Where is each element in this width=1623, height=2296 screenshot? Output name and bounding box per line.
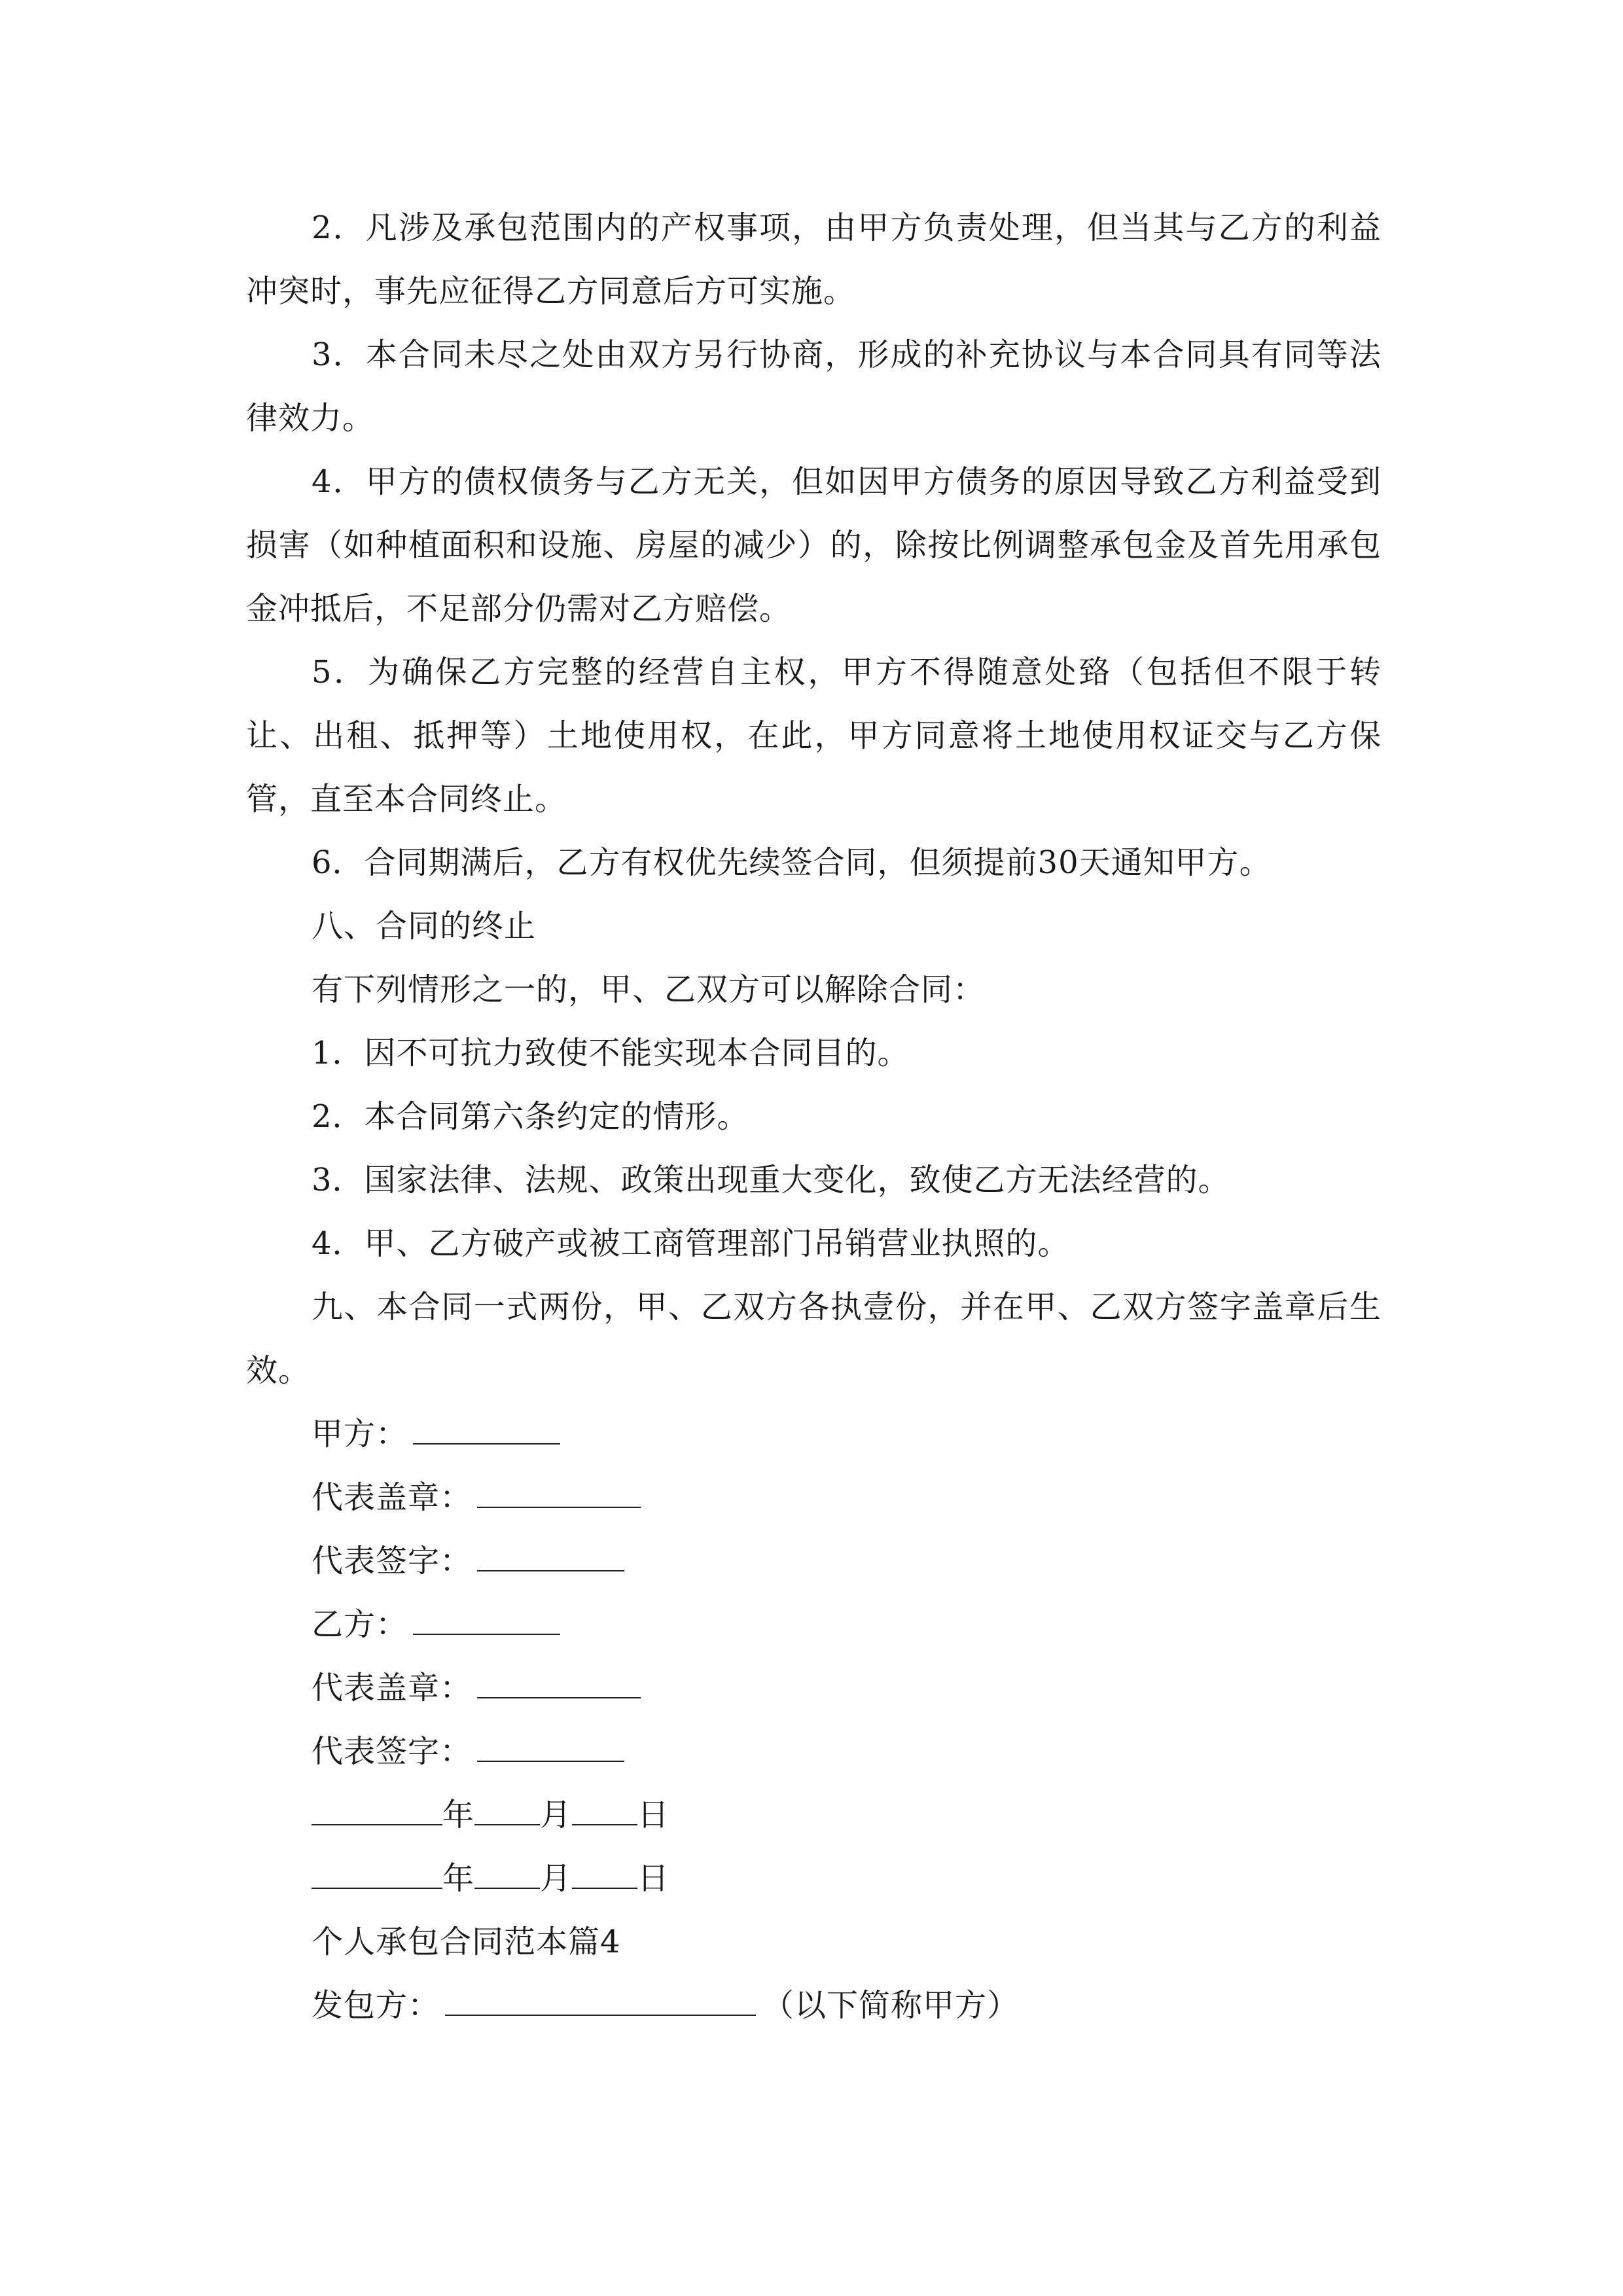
next-contract-title: 个人承包合同范本篇4 bbox=[312, 1924, 621, 1960]
party-a-seal-blank[interactable] bbox=[477, 1466, 641, 1508]
section-9: 九、本合同一式两份，甲、乙双方各执壹份，并在甲、乙双方签字盖章后生效。 bbox=[246, 1289, 1382, 1389]
section-8-intro: 有下列情形之一的，甲、乙双方可以解除合同： bbox=[312, 971, 986, 1008]
section-8-heading: 八、合同的终止 bbox=[312, 908, 537, 944]
day-blank[interactable] bbox=[572, 1847, 637, 1889]
termination-item-4: 4．甲、乙方破产或被工商管理部门吊销营业执照的。 bbox=[312, 1225, 1070, 1262]
year-label: 年 bbox=[442, 1797, 475, 1833]
party-b-sign-line bbox=[246, 1720, 1382, 1784]
party-a-line bbox=[246, 1403, 1382, 1466]
party-a-blank[interactable] bbox=[413, 1403, 560, 1444]
document-page bbox=[246, 196, 1382, 2037]
month-label: 月 bbox=[540, 1797, 573, 1833]
termination-item-3: 3．国家法律、法规、政策出现重大变化，致使乙方无法经营的。 bbox=[312, 1162, 1230, 1198]
month-blank[interactable] bbox=[474, 1847, 540, 1889]
clause-5: 5．为确保乙方完整的经营自主权，甲方不得随意处臵（包括但不限于转让、出租、抵押等）土地使用权，在此，甲方同意将土地使用权证交与乙方保管，直至本合同终止。 bbox=[246, 654, 1382, 817]
contractor-note: （以下简称甲方） bbox=[762, 1987, 1020, 2024]
party-b-line bbox=[246, 1593, 1382, 1657]
termination-item-2: 2．本合同第六条约定的情形。 bbox=[312, 1098, 749, 1135]
clause-2: 2．凡涉及承包范围内的产权事项，由甲方负责处理，但当其与乙方的利益冲突时，事先应征得乙方同意后方可实施。 bbox=[246, 209, 1382, 310]
clause-6: 6．合同期满后，乙方有权优先续签合同，但须提前30天通知甲方。 bbox=[312, 844, 1272, 881]
contractor-label: 发包方： bbox=[312, 1987, 440, 2024]
date-line-a bbox=[246, 1784, 1382, 1847]
date-line-b bbox=[246, 1847, 1382, 1910]
clause-4: 4．甲方的债权债务与乙方无关，但如因甲方债务的原因导致乙方利益受到损害（如种植面积和设施、房屋的减少）的，除按比例调整承包金及首先用承包金冲抵后，不足部分仍需对乙方赔偿。 bbox=[246, 463, 1382, 627]
party-a-sign-label: 代表签字： bbox=[312, 1543, 473, 1579]
party-b-sign-blank[interactable] bbox=[477, 1720, 624, 1762]
party-a-seal-line bbox=[246, 1466, 1382, 1530]
contractor-line bbox=[246, 1974, 1382, 2037]
party-b-seal-label: 代表盖章： bbox=[312, 1670, 473, 1706]
contractor-blank[interactable] bbox=[445, 1974, 756, 2016]
year-label: 年 bbox=[442, 1860, 475, 1897]
party-a-sign-line bbox=[246, 1530, 1382, 1593]
day-blank[interactable] bbox=[572, 1784, 637, 1825]
party-a-sign-blank[interactable] bbox=[477, 1530, 624, 1571]
party-a-seal-label: 代表盖章： bbox=[312, 1479, 473, 1516]
party-b-seal-blank[interactable] bbox=[477, 1657, 641, 1698]
party-b-sign-label: 代表签字： bbox=[312, 1733, 473, 1770]
party-b-blank[interactable] bbox=[413, 1593, 560, 1635]
party-b-seal-line bbox=[246, 1657, 1382, 1720]
clause-3: 3．本合同未尽之处由双方另行协商，形成的补充协议与本合同具有同等法律效力。 bbox=[246, 336, 1382, 437]
termination-item-1: 1．因不可抗力致使不能实现本合同目的。 bbox=[312, 1035, 910, 1071]
party-b-label: 乙方： bbox=[312, 1606, 408, 1643]
year-blank[interactable] bbox=[312, 1784, 442, 1825]
month-label: 月 bbox=[540, 1860, 573, 1897]
year-blank[interactable] bbox=[312, 1847, 442, 1889]
day-label: 日 bbox=[637, 1860, 670, 1897]
party-a-label: 甲方： bbox=[312, 1416, 408, 1452]
month-blank[interactable] bbox=[474, 1784, 540, 1825]
day-label: 日 bbox=[637, 1797, 670, 1833]
